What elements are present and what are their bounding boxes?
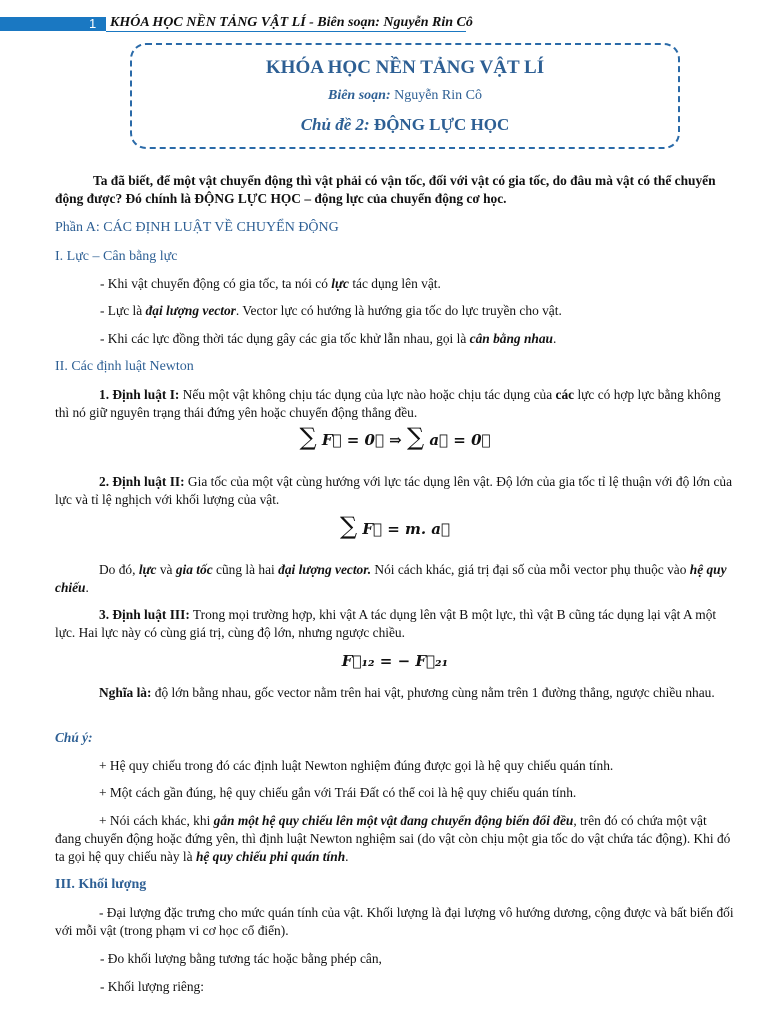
sec1-line2 [55, 302, 768, 320]
section-3-heading: III. Khối lượng [55, 877, 147, 892]
formula-part: a⃗ = 0⃗ [424, 431, 491, 449]
text: + Nói cách khác, khi [99, 813, 214, 828]
meaning-paragraph [55, 684, 735, 702]
sum-sign: ∑ [406, 423, 425, 451]
meaning-label: Nghĩa là: [99, 685, 152, 700]
header-underline [106, 31, 466, 32]
text: Trong mọi trường hợp, khi vật A tác dụng lên vật B một lực, thì vật B cũng tác dụng lại vật A một lực. Hai lực này có cùng giá trị, cùng độ lớn, nhưng ngược chiều. [55, 607, 717, 640]
author-label: Biên soạn: [327, 88, 391, 103]
text: và [156, 562, 176, 577]
text: độ lớn bằng nhau, gốc vector nằm trên hai vật, phương cùng nằm trên 1 đường thẳng, ngược chiều nhau. [151, 685, 715, 700]
law3-formula: F⃗₁₂ = − F⃗₂₁ [341, 652, 449, 670]
running-header [0, 17, 768, 31]
mass-line-2: - Đo khối lượng bằng tương tác hoặc bằng phép cân, [100, 951, 382, 966]
formula-part: F⃗ = m. a⃗ [357, 520, 451, 538]
note-item-3 [55, 812, 735, 866]
law2-formula [55, 512, 735, 540]
topic-label: Chủ đề 2: [300, 115, 370, 134]
text: Do đó, [99, 562, 139, 577]
text: . [553, 331, 557, 346]
author-line [132, 88, 678, 104]
law3-paragraph [55, 606, 735, 642]
sum-sign: ∑ [339, 512, 358, 540]
text: tác dụng lên vật. [348, 276, 441, 291]
author-name: Nguyễn Rin Cô [390, 88, 482, 103]
page-number: 1 [89, 16, 97, 31]
section-1-heading: I. Lực – Cân bằng lực [55, 249, 178, 264]
emph: đại lượng vector [145, 303, 236, 318]
running-title: KHÓA HỌC NỀN TẢNG VẬT LÍ - Biên soạn: Nguyễn Rin Cô [110, 15, 473, 30]
emph: đại lượng vector. [278, 562, 372, 577]
part-a-heading: Phần A: CÁC ĐỊNH LUẬT VỀ CHUYỂN ĐỘNG [55, 220, 339, 235]
text: , trên đó có chứa một vật đang chuyển động hoặc đứng yên, thì định luật Newton nghiệm sai (do vật còn chịu một gia tốc do vật chứa tác động). Khi đó ta gọi hệ quy chiếu này là [55, 813, 731, 864]
topic-line [132, 115, 678, 135]
intro-paragraph: Ta đã biết, để một vật chuyển động thì vật phải có vận tốc, đối với vật có gia tốc, do đâu mà vật có thể chuyển động được? Đó chính là ĐỘNG LỰC HỌC – động lực của chuyển động cơ học. [55, 173, 716, 206]
emph: các [555, 387, 575, 402]
emph: hệ quy chiếu [55, 562, 727, 595]
text: . [345, 849, 349, 864]
text: cũng là hai [212, 562, 279, 577]
text: Nếu một vật không chịu tác dụng của lực nào hoặc chịu tác dụng của [179, 387, 556, 402]
law1-paragraph [55, 386, 735, 422]
sec1-line3 [55, 330, 768, 348]
law1-label: 1. Định luật I: [99, 387, 180, 402]
text: Gia tốc của một vật cùng hướng với lực tác dụng lên vật. Độ lớn của gia tốc tỉ lệ thuận với độ lớn của lực và tỉ lệ nghịch với khối lượng của vật. [55, 474, 733, 507]
section-2-heading: II. Các định luật Newton [55, 359, 194, 374]
text: - Khi vật chuyển động có gia tốc, ta nói có [100, 276, 332, 291]
topic-name: ĐỘNG LỰC HỌC [369, 115, 510, 134]
note-item-1: + Hệ quy chiếu trong đó các định luật Newton nghiệm đúng được gọi là hệ quy chiếu quán tính. [99, 758, 614, 773]
note-item-2: + Một cách gần đúng, hệ quy chiếu gắn với Trái Đất có thể coi là hệ quy chiếu quán tính. [99, 785, 577, 800]
note-heading: Chú ý: [55, 730, 93, 745]
mass-line-3: - Khối lượng riêng: [100, 979, 204, 994]
course-title: KHÓA HỌC NỀN TẢNG VẬT LÍ [265, 57, 545, 78]
law2-paragraph [55, 473, 735, 509]
emph: cân bằng nhau [469, 331, 553, 346]
sum-sign: ∑ [299, 423, 317, 451]
title-box [130, 43, 680, 149]
emph: gia tốc [175, 562, 213, 577]
mass-line-1: - Đại lượng đặc trưng cho mức quán tính của vật. Khối lượng là đại lượng vô hướng dương, cộng được và bất biến đối với mỗi vật (trong phạm vi cơ học cổ điển). [55, 905, 734, 938]
formula-part: F⃗ = 0⃗ ⇒ [316, 431, 407, 449]
text: - Khi các lực đồng thời tác dụng gây các gia tốc khử lẫn nhau, gọi là [100, 331, 470, 346]
sec1-line1 [55, 275, 768, 293]
text: Nói cách khác, giá trị đại số của mỗi vector phụ thuộc vào [371, 562, 690, 577]
law2-label: 2. Định luật II: [99, 474, 185, 489]
emph: gắn một hệ quy chiếu lên một vật đang chuyển động biến đổi đều [213, 813, 574, 828]
emph: hệ quy chiếu phi quán tính [195, 849, 346, 864]
law1-formula [55, 423, 735, 451]
law3-label: 3. Định luật III: [99, 607, 190, 622]
emph: lực [138, 562, 157, 577]
vector-note-paragraph [55, 561, 735, 597]
text: - Lực là [100, 303, 146, 318]
text: lực có hợp lực bằng không thì nó giữ nguyên trạng thái đứng yên hoặc chuyển động thẳng đều. [55, 387, 721, 420]
emph: lực [331, 276, 349, 291]
text: . Vector lực có hướng là hướng gia tốc do lực truyền cho vật. [235, 303, 562, 318]
text: . [85, 580, 89, 595]
